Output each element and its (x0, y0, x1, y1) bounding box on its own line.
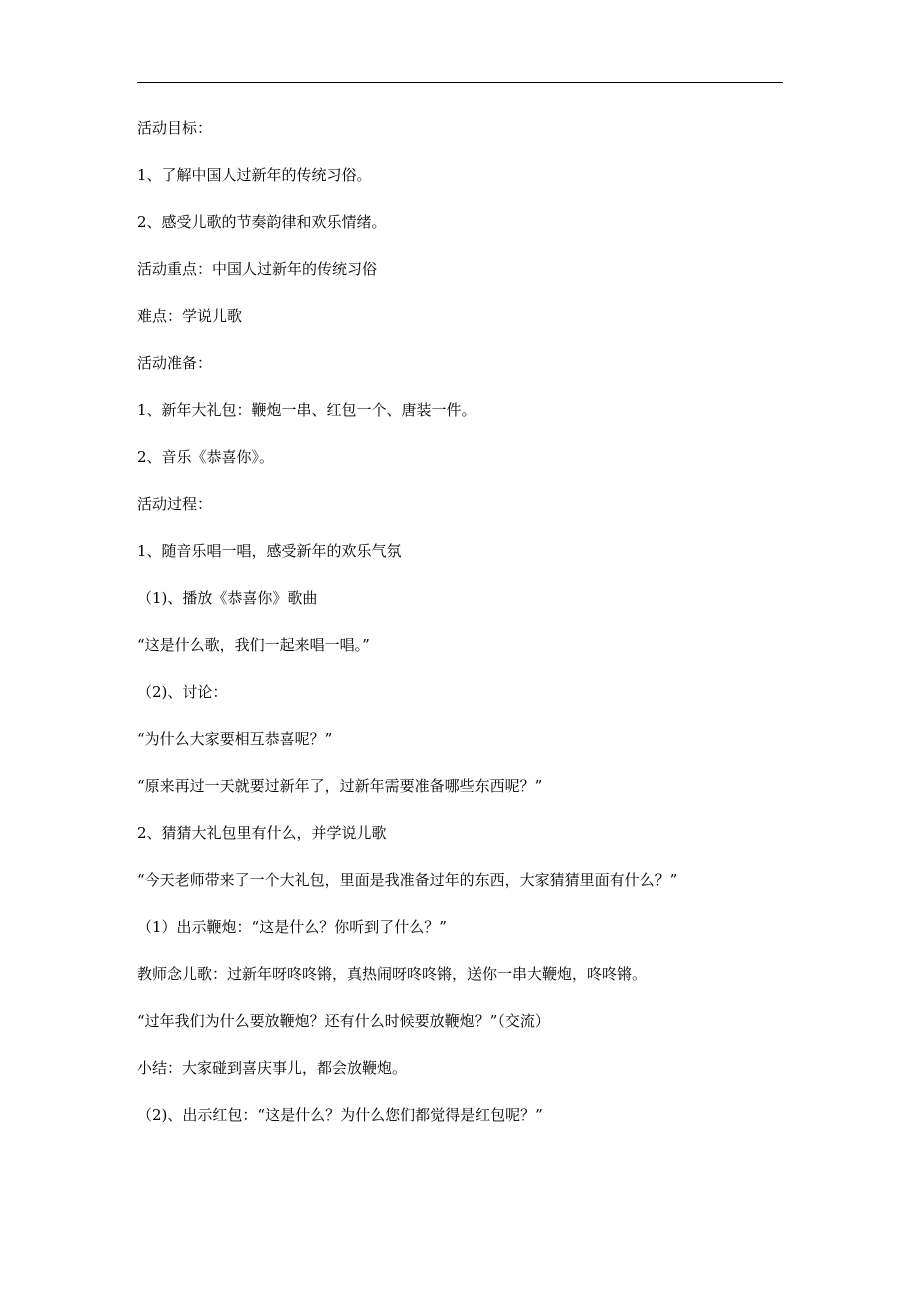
summary: 小结：大家碰到喜庆事儿，都会放鞭炮。 (137, 1059, 408, 1077)
process-substep: （1)、播放《恭喜你》歌曲 (137, 589, 318, 607)
nursery-rhyme: 教师念儿歌：过新年呀咚咚锵，真热闹呀咚咚锵，送你一串大鞭炮，咚咚锵。 (137, 965, 648, 983)
teacher-quote: “过年我们为什么要放鞭炮？还有什么时候要放鞭炮？”（交流） (137, 1012, 550, 1030)
teacher-quote: “今天老师带来了一个大礼包，里面是我准备过年的东西，大家猜猜里面有什么？” (137, 871, 678, 889)
process-step: 1、随音乐唱一唱，感受新年的欢乐气氛 (137, 542, 402, 560)
section-heading-focus: 活动重点：中国人过新年的传统习俗 (137, 260, 378, 278)
preparation-item: 1、新年大礼包：鞭炮一串、红包一个、唐装一件。 (137, 401, 477, 419)
teacher-quote: “为什么大家要相互恭喜呢？” (137, 730, 333, 748)
process-step: 2、猜猜大礼包里有什么，并学说儿歌 (137, 824, 387, 842)
process-substep: （1）出示鞭炮：“这是什么？你听到了什么？” (137, 918, 447, 936)
teacher-quote: “这是什么歌，我们一起来唱一唱。” (137, 636, 370, 654)
process-substep: （2)、出示红包：“这是什么？为什么您们都觉得是红包呢？” (137, 1106, 543, 1124)
process-substep: （2)、讨论： (137, 683, 228, 701)
goal-item: 2、感受儿歌的节奏韵律和欢乐情绪。 (137, 213, 387, 231)
section-heading-preparation: 活动准备： (137, 354, 213, 372)
header-rule (137, 82, 783, 83)
goal-item: 1、了解中国人过新年的传统习俗。 (137, 166, 372, 184)
section-heading-difficulty: 难点：学说儿歌 (137, 307, 243, 325)
section-heading-process: 活动过程： (137, 495, 213, 513)
teacher-quote: “原来再过一天就要过新年了，过新年需要准备哪些东西呢？” (137, 777, 543, 795)
section-heading-goals: 活动目标： (137, 119, 213, 137)
preparation-item: 2、音乐《恭喜你》。 (137, 448, 275, 466)
document-body (137, 105, 797, 1139)
